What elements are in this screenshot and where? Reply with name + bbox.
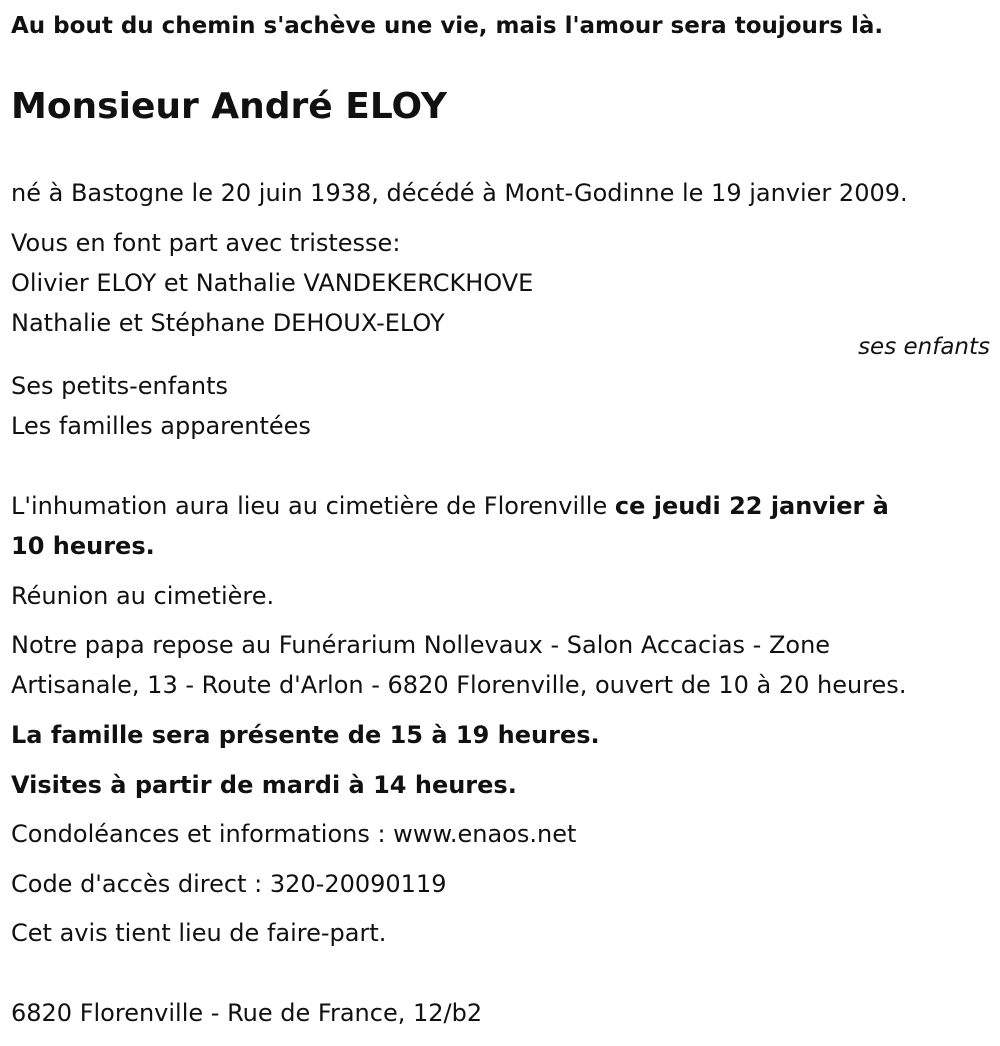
rest-place-line: Artisanale, 13 - Route d'Arlon - 6820 Florenville, ouvert de 10 à 20 heures. (11, 671, 907, 699)
epigraph: Au bout du chemin s'achève une vie, mais l'amour sera toujours là. (11, 13, 884, 39)
grandchildren-line: Ses petits-enfants (11, 372, 229, 400)
burial-when: ce jeudi 22 janvier à (614, 492, 889, 520)
family-present-line: La famille sera présente de 15 à 19 heures. (11, 721, 600, 749)
birth-death-line: né à Bastogne le 20 juin 1938, décédé à Mont-Godinne le 19 janvier 2009. (11, 179, 908, 207)
condolences-line: Condoléances et informations : www.enaos.net (11, 820, 577, 848)
announcers-intro: Vous en font part avec tristesse: (11, 229, 401, 257)
notice-line: Cet avis tient lieu de faire-part. (11, 919, 387, 947)
child-entry: Olivier ELOY et Nathalie VANDEKERCKHOVE (11, 269, 534, 297)
families-line: Les familles apparentées (11, 412, 311, 440)
rest-place-line: Notre papa repose au Funérarium Nollevaux - Salon Accacias - Zone (11, 631, 831, 659)
access-code-line: Code d'accès direct : 320-20090119 (11, 870, 447, 898)
burial-time: 10 heures. (11, 532, 155, 560)
visits-line: Visites à partir de mardi à 14 heures. (11, 771, 517, 799)
burial-time-line (11, 531, 155, 561)
burial-prefix: L'inhumation aura lieu au cimetière de Florenville (11, 492, 615, 520)
meeting-line: Réunion au cimetière. (11, 582, 275, 610)
child-entry: Nathalie et Stéphane DEHOUX-ELOY (11, 309, 445, 337)
burial-line (11, 491, 889, 521)
address-line: 6820 Florenville - Rue de France, 12/b2 (11, 999, 483, 1027)
deceased-name: Monsieur André ELOY (11, 86, 447, 127)
children-label: ses enfants (858, 334, 990, 360)
